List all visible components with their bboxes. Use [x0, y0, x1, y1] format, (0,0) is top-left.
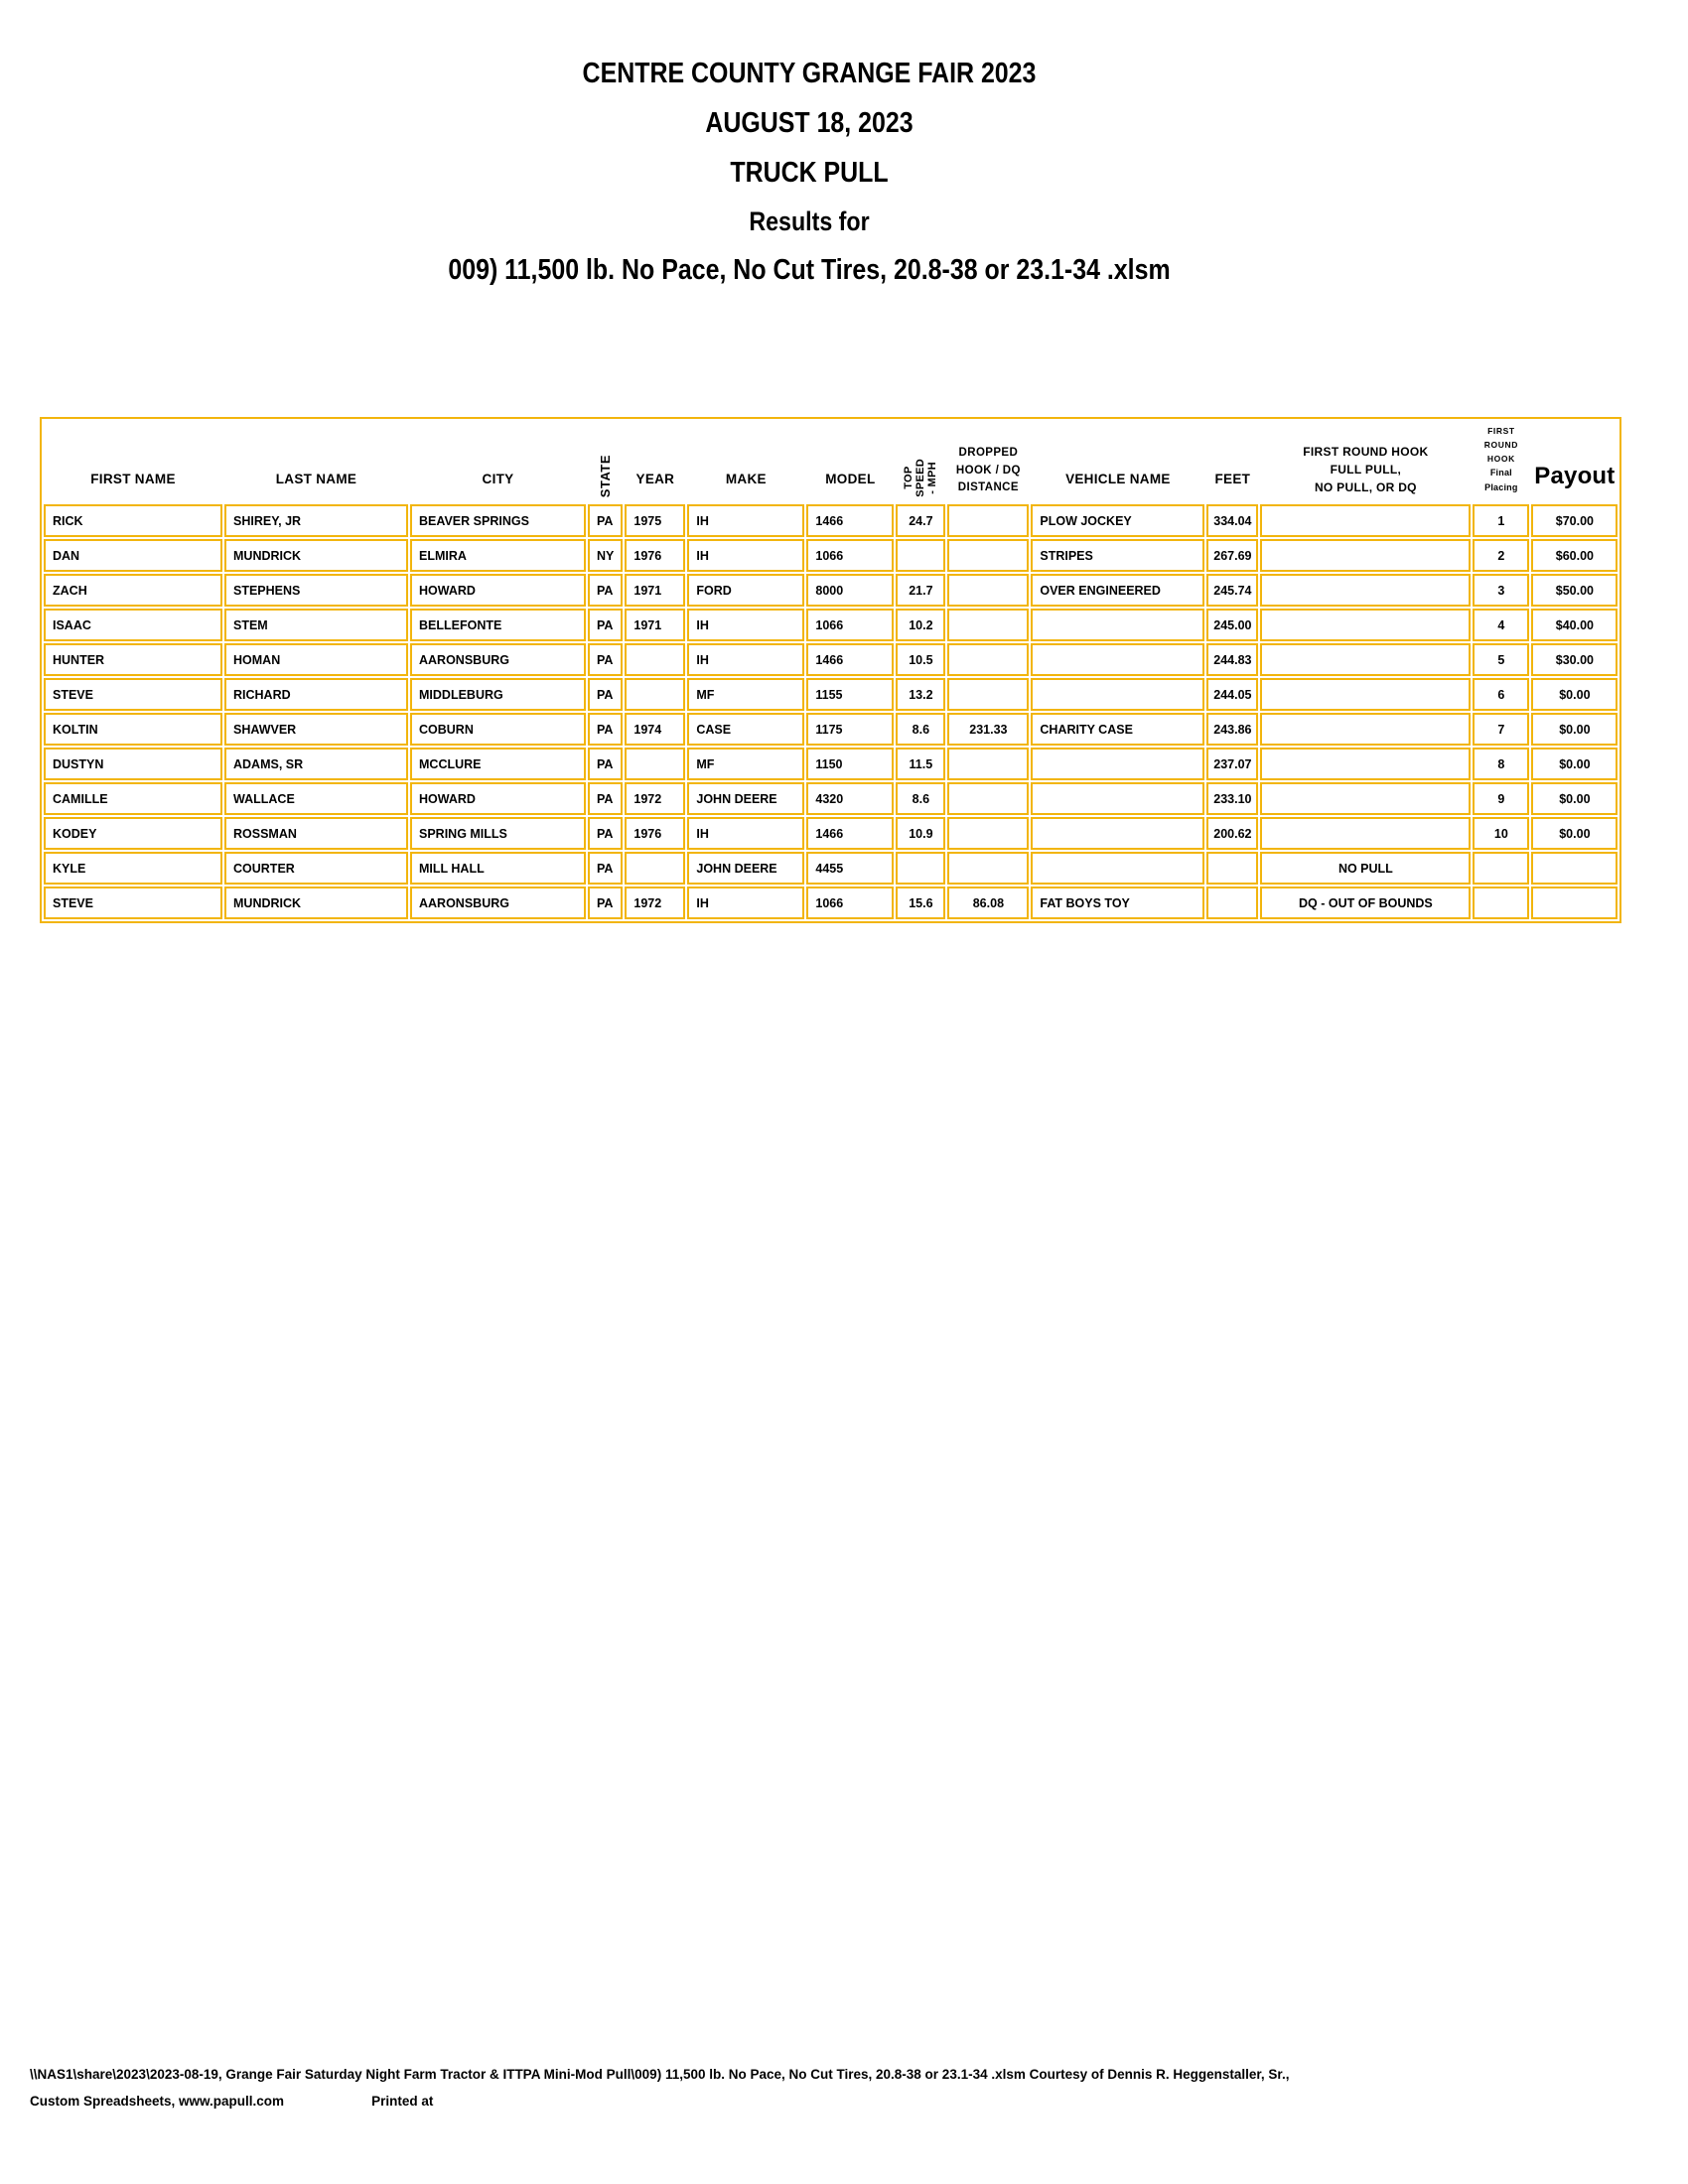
cell-first-name: DAN	[44, 539, 222, 572]
cell-dropped-hook-distance	[947, 539, 1029, 572]
cell-dropped-hook-distance	[947, 574, 1029, 607]
cell-model: 1466	[806, 504, 894, 537]
cell-last-name: COURTER	[224, 852, 408, 885]
footer-printed-at: Printed at	[371, 2093, 434, 2109]
table-row	[44, 539, 1618, 572]
cell-payout: $70.00	[1531, 504, 1618, 537]
cell-top-speed	[896, 539, 945, 572]
cell-city: HOWARD	[410, 574, 586, 607]
cell-final-placing: 4	[1473, 609, 1529, 641]
cell-first-name: STEVE	[44, 678, 222, 711]
cell-state: PA	[588, 574, 623, 607]
cell-feet: 243.86	[1206, 713, 1258, 746]
cell-year: 1975	[625, 504, 685, 537]
cell-feet: 245.74	[1206, 574, 1258, 607]
cell-first-round-hook-result	[1260, 574, 1471, 607]
cell-city: AARONSBURG	[410, 887, 586, 919]
cell-first-round-hook-result	[1260, 609, 1471, 641]
footer-credits-left: Custom Spreadsheets, www.papull.com	[30, 2093, 285, 2109]
cell-vehicle-name: PLOW JOCKEY	[1031, 504, 1204, 537]
cell-make: FORD	[687, 574, 804, 607]
cell-top-speed: 10.5	[896, 643, 945, 676]
cell-last-name: MUNDRICK	[224, 887, 408, 919]
cell-last-name: WALLACE	[224, 782, 408, 815]
cell-model: 1150	[806, 748, 894, 780]
footer-credits	[30, 2095, 1668, 2109]
cell-model: 4455	[806, 852, 894, 885]
cell-city: BELLEFONTE	[410, 609, 586, 641]
cell-year: 1972	[625, 887, 685, 919]
cell-top-speed: 15.6	[896, 887, 945, 919]
cell-model: 4320	[806, 782, 894, 815]
cell-state: PA	[588, 852, 623, 885]
cell-top-speed: 24.7	[896, 504, 945, 537]
cell-dropped-hook-distance	[947, 748, 1029, 780]
cell-vehicle-name: CHARITY CASE	[1031, 713, 1204, 746]
cell-dropped-hook-distance	[947, 609, 1029, 641]
cell-last-name: ROSSMAN	[224, 817, 408, 850]
col-header-top-speed	[896, 421, 945, 502]
table-row	[44, 504, 1618, 537]
cell-payout: $0.00	[1531, 748, 1618, 780]
cell-state: PA	[588, 748, 623, 780]
cell-model: 1066	[806, 609, 894, 641]
cell-last-name: ADAMS, SR	[224, 748, 408, 780]
cell-dropped-hook-distance	[947, 782, 1029, 815]
col-header-model: MODEL	[806, 421, 894, 502]
cell-vehicle-name	[1031, 643, 1204, 676]
cell-make: IH	[687, 504, 804, 537]
cell-first-round-hook-result	[1260, 539, 1471, 572]
cell-payout: $40.00	[1531, 609, 1618, 641]
cell-first-name: ZACH	[44, 574, 222, 607]
cell-last-name: HOMAN	[224, 643, 408, 676]
cell-model: 1175	[806, 713, 894, 746]
cell-city: HOWARD	[410, 782, 586, 815]
col-header-dropped-hook: DROPPED HOOK / DQ DISTANCE	[947, 421, 1029, 502]
cell-year: 1976	[625, 539, 685, 572]
cell-top-speed: 13.2	[896, 678, 945, 711]
cell-top-speed: 8.6	[896, 782, 945, 815]
cell-city: COBURN	[410, 713, 586, 746]
cell-first-name: RICK	[44, 504, 222, 537]
cell-final-placing: 6	[1473, 678, 1529, 711]
cell-first-name: KODEY	[44, 817, 222, 850]
cell-feet: 334.04	[1206, 504, 1258, 537]
cell-first-round-hook-result	[1260, 678, 1471, 711]
cell-first-round-hook-result	[1260, 782, 1471, 815]
cell-first-round-hook-result	[1260, 817, 1471, 850]
col-header-vehicle-name: VEHICLE NAME	[1031, 421, 1204, 502]
cell-last-name: STEPHENS	[224, 574, 408, 607]
cell-dropped-hook-distance: 231.33	[947, 713, 1029, 746]
cell-final-placing	[1473, 887, 1529, 919]
results-table	[40, 417, 1621, 923]
cell-state: PA	[588, 887, 623, 919]
cell-dropped-hook-distance	[947, 504, 1029, 537]
cell-make: MF	[687, 748, 804, 780]
cell-last-name: MUNDRICK	[224, 539, 408, 572]
cell-top-speed: 21.7	[896, 574, 945, 607]
cell-city: SPRING MILLS	[410, 817, 586, 850]
cell-first-round-hook-result	[1260, 713, 1471, 746]
table-row	[44, 643, 1618, 676]
cell-payout	[1531, 852, 1618, 885]
results-for-label: Results for	[749, 206, 870, 236]
cell-feet: 244.05	[1206, 678, 1258, 711]
cell-dropped-hook-distance	[947, 817, 1029, 850]
results-table-header	[44, 421, 1618, 502]
cell-vehicle-name	[1031, 678, 1204, 711]
table-row	[44, 852, 1618, 885]
cell-final-placing: 10	[1473, 817, 1529, 850]
cell-payout: $0.00	[1531, 713, 1618, 746]
cell-top-speed	[896, 852, 945, 885]
col-header-last-name: LAST NAME	[224, 421, 408, 502]
cell-dropped-hook-distance	[947, 643, 1029, 676]
cell-final-placing	[1473, 852, 1529, 885]
table-row	[44, 748, 1618, 780]
cell-make: IH	[687, 539, 804, 572]
cell-feet: 244.83	[1206, 643, 1258, 676]
cell-feet: 267.69	[1206, 539, 1258, 572]
title-block	[0, 58, 1618, 304]
cell-first-name: CAMILLE	[44, 782, 222, 815]
table-row	[44, 574, 1618, 607]
cell-state: PA	[588, 713, 623, 746]
table-row	[44, 782, 1618, 815]
cell-state: PA	[588, 609, 623, 641]
cell-feet: 245.00	[1206, 609, 1258, 641]
event-name: TRUCK PULL	[730, 157, 889, 189]
cell-first-name: KYLE	[44, 852, 222, 885]
col-header-final-placing: FIRST ROUND HOOK Final Placing	[1473, 421, 1529, 502]
col-header-year: YEAR	[625, 421, 685, 502]
cell-payout: $30.00	[1531, 643, 1618, 676]
cell-dropped-hook-distance	[947, 678, 1029, 711]
cell-top-speed: 8.6	[896, 713, 945, 746]
cell-vehicle-name: OVER ENGINEERED	[1031, 574, 1204, 607]
cell-year: 1971	[625, 574, 685, 607]
cell-year: 1971	[625, 609, 685, 641]
cell-year	[625, 748, 685, 780]
cell-final-placing: 5	[1473, 643, 1529, 676]
cell-payout: $0.00	[1531, 817, 1618, 850]
cell-model: 1466	[806, 643, 894, 676]
cell-make: JOHN DEERE	[687, 782, 804, 815]
cell-model: 1466	[806, 817, 894, 850]
cell-payout: $50.00	[1531, 574, 1618, 607]
cell-feet	[1206, 887, 1258, 919]
event-date: AUGUST 18, 2023	[705, 107, 914, 139]
cell-vehicle-name: FAT BOYS TOY	[1031, 887, 1204, 919]
cell-first-name: STEVE	[44, 887, 222, 919]
table-row	[44, 609, 1618, 641]
cell-make: JOHN DEERE	[687, 852, 804, 885]
col-header-state	[588, 421, 623, 502]
cell-city: BEAVER SPRINGS	[410, 504, 586, 537]
cell-state: PA	[588, 504, 623, 537]
cell-feet	[1206, 852, 1258, 885]
cell-vehicle-name	[1031, 748, 1204, 780]
col-header-first-name: FIRST NAME	[44, 421, 222, 502]
col-header-payout: Payout	[1531, 421, 1618, 502]
cell-state: PA	[588, 678, 623, 711]
col-header-feet: FEET	[1206, 421, 1258, 502]
cell-year	[625, 643, 685, 676]
cell-top-speed: 10.9	[896, 817, 945, 850]
cell-make: IH	[687, 887, 804, 919]
cell-feet: 237.07	[1206, 748, 1258, 780]
cell-city: AARONSBURG	[410, 643, 586, 676]
cell-first-name: ISAAC	[44, 609, 222, 641]
cell-model: 1066	[806, 887, 894, 919]
cell-state: NY	[588, 539, 623, 572]
cell-year: 1976	[625, 817, 685, 850]
cell-final-placing: 9	[1473, 782, 1529, 815]
header-row	[44, 421, 1618, 502]
cell-dropped-hook-distance: 86.08	[947, 887, 1029, 919]
top-speed-vertical-label: TOP SPEED - MPH	[903, 459, 939, 497]
footer-file-path: \\NAS1\share\2023\2023-08-19, Grange Fair Saturday Night Farm Tractor & ITTPA Mini-Mod Pull\009) 11,500 lb. No Pace, No Cut Tires, 20.8-38 or 23.1-34 .xlsm Courtesy of Dennis R. Heggenstaller, Sr.,	[30, 2067, 1290, 2082]
cell-city: MCCLURE	[410, 748, 586, 780]
cell-last-name: STEM	[224, 609, 408, 641]
cell-first-name: KOLTIN	[44, 713, 222, 746]
cell-last-name: SHIREY, JR	[224, 504, 408, 537]
cell-state: PA	[588, 782, 623, 815]
cell-year	[625, 678, 685, 711]
state-vertical-label: STATE	[597, 454, 613, 497]
cell-vehicle-name	[1031, 609, 1204, 641]
cell-make: MF	[687, 678, 804, 711]
cell-vehicle-name	[1031, 817, 1204, 850]
col-header-city: CITY	[410, 421, 586, 502]
cell-model: 1066	[806, 539, 894, 572]
cell-city: MILL HALL	[410, 852, 586, 885]
cell-model: 1155	[806, 678, 894, 711]
cell-first-round-hook-result	[1260, 643, 1471, 676]
cell-make: IH	[687, 643, 804, 676]
cell-city: MIDDLEBURG	[410, 678, 586, 711]
table-row	[44, 678, 1618, 711]
cell-last-name: RICHARD	[224, 678, 408, 711]
class-title: 009) 11,500 lb. No Pace, No Cut Tires, 20.8-38 or 23.1-34 .xlsm	[448, 254, 1171, 286]
cell-first-round-hook-result	[1260, 748, 1471, 780]
footer	[30, 2068, 1668, 2120]
cell-top-speed: 11.5	[896, 748, 945, 780]
table-row	[44, 817, 1618, 850]
cell-first-round-hook-result	[1260, 504, 1471, 537]
cell-final-placing: 1	[1473, 504, 1529, 537]
cell-payout: $0.00	[1531, 782, 1618, 815]
table-row	[44, 887, 1618, 919]
cell-feet: 200.62	[1206, 817, 1258, 850]
cell-year	[625, 852, 685, 885]
cell-last-name: SHAWVER	[224, 713, 408, 746]
cell-dropped-hook-distance	[947, 852, 1029, 885]
cell-vehicle-name: STRIPES	[1031, 539, 1204, 572]
cell-make: IH	[687, 609, 804, 641]
cell-final-placing: 7	[1473, 713, 1529, 746]
cell-first-round-hook-result: NO PULL	[1260, 852, 1471, 885]
col-header-first-round-hook: FIRST ROUND HOOK FULL PULL, NO PULL, OR DQ	[1260, 421, 1471, 502]
col-header-make: MAKE	[687, 421, 804, 502]
cell-vehicle-name	[1031, 782, 1204, 815]
cell-final-placing: 8	[1473, 748, 1529, 780]
cell-make: IH	[687, 817, 804, 850]
results-table-body	[44, 504, 1618, 919]
cell-final-placing: 3	[1473, 574, 1529, 607]
cell-top-speed: 10.2	[896, 609, 945, 641]
cell-payout: $60.00	[1531, 539, 1618, 572]
cell-state: PA	[588, 817, 623, 850]
table-row	[44, 713, 1618, 746]
cell-state: PA	[588, 643, 623, 676]
cell-first-round-hook-result: DQ - OUT OF BOUNDS	[1260, 887, 1471, 919]
cell-model: 8000	[806, 574, 894, 607]
cell-payout	[1531, 887, 1618, 919]
cell-final-placing: 2	[1473, 539, 1529, 572]
cell-year: 1972	[625, 782, 685, 815]
cell-first-name: HUNTER	[44, 643, 222, 676]
cell-payout: $0.00	[1531, 678, 1618, 711]
cell-make: CASE	[687, 713, 804, 746]
cell-city: ELMIRA	[410, 539, 586, 572]
page-title: CENTRE COUNTY GRANGE FAIR 2023	[582, 58, 1037, 89]
cell-first-name: DUSTYN	[44, 748, 222, 780]
cell-feet: 233.10	[1206, 782, 1258, 815]
cell-vehicle-name	[1031, 852, 1204, 885]
cell-year: 1974	[625, 713, 685, 746]
